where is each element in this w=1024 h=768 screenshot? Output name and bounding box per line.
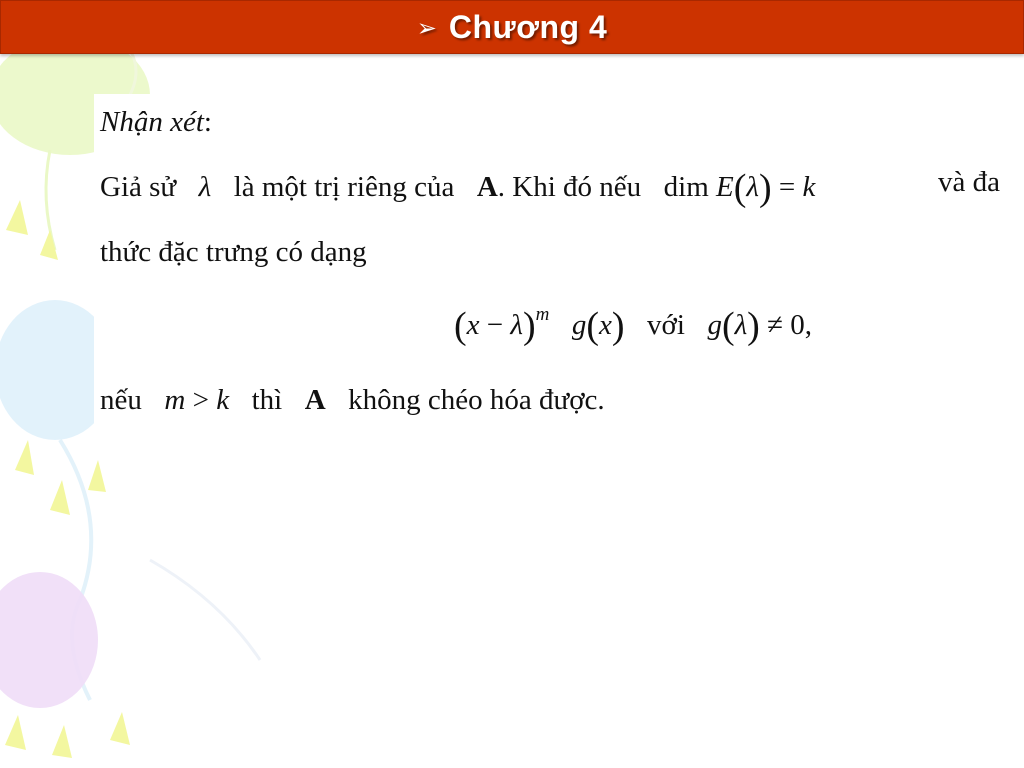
matrix-A: A bbox=[304, 384, 326, 416]
matrix-A: A bbox=[476, 171, 498, 203]
exponent-m: m bbox=[535, 304, 550, 325]
arrowhead-bullet-icon: ➢ bbox=[416, 14, 437, 42]
x-symbol: x bbox=[466, 309, 480, 341]
greater-than-sign: > bbox=[192, 384, 209, 416]
statement-line-2: thức đặc trưng có dạng bbox=[100, 236, 367, 268]
remark-label: Nhận xét bbox=[100, 106, 204, 138]
m-symbol: m bbox=[164, 384, 186, 416]
E-symbol: E bbox=[716, 171, 734, 203]
k-symbol: k bbox=[802, 171, 816, 203]
dim-operator: dim bbox=[663, 171, 709, 203]
lambda-symbol: λ bbox=[734, 309, 748, 341]
lambda-symbol: λ bbox=[198, 171, 212, 203]
text-khong-cheo-hoa: không chéo hóa được. bbox=[348, 384, 605, 416]
zero-value: 0, bbox=[790, 309, 812, 341]
text-voi: với bbox=[647, 309, 685, 341]
text-khi-do: . Khi đó nếu bbox=[497, 171, 642, 203]
remark-heading bbox=[100, 106, 212, 139]
statement-line-1 bbox=[100, 166, 1000, 210]
g-symbol: g bbox=[707, 309, 722, 341]
equals-sign: = bbox=[778, 171, 796, 203]
g-symbol: g bbox=[571, 309, 587, 341]
x-symbol: x bbox=[599, 309, 612, 341]
characteristic-polynomial-formula: $(x - \lambda)^m$ g(x) với g(λ) ≠ 0, bbox=[454, 304, 812, 347]
text-thi: thì bbox=[251, 384, 283, 416]
not-equal-sign: ≠ bbox=[767, 309, 783, 341]
lambda-symbol: λ bbox=[746, 171, 759, 203]
dim-expression: dim E(λ) = k bbox=[663, 167, 816, 209]
text-neu: nếu bbox=[100, 384, 142, 416]
k-symbol: k bbox=[216, 384, 230, 416]
slide-content bbox=[94, 94, 1006, 454]
lambda-symbol: λ bbox=[510, 309, 523, 341]
chapter-header-bar bbox=[0, 0, 1024, 54]
minus-sign: − bbox=[486, 309, 504, 341]
chapter-title: Chương 4 bbox=[448, 8, 608, 45]
conclusion-line bbox=[100, 384, 605, 417]
text-gia-su: Giả sử bbox=[100, 171, 177, 203]
text-tri-rieng: là một trị riêng của bbox=[233, 171, 455, 203]
text-va-da: và đa bbox=[938, 166, 1000, 198]
remark-colon: : bbox=[203, 106, 212, 138]
